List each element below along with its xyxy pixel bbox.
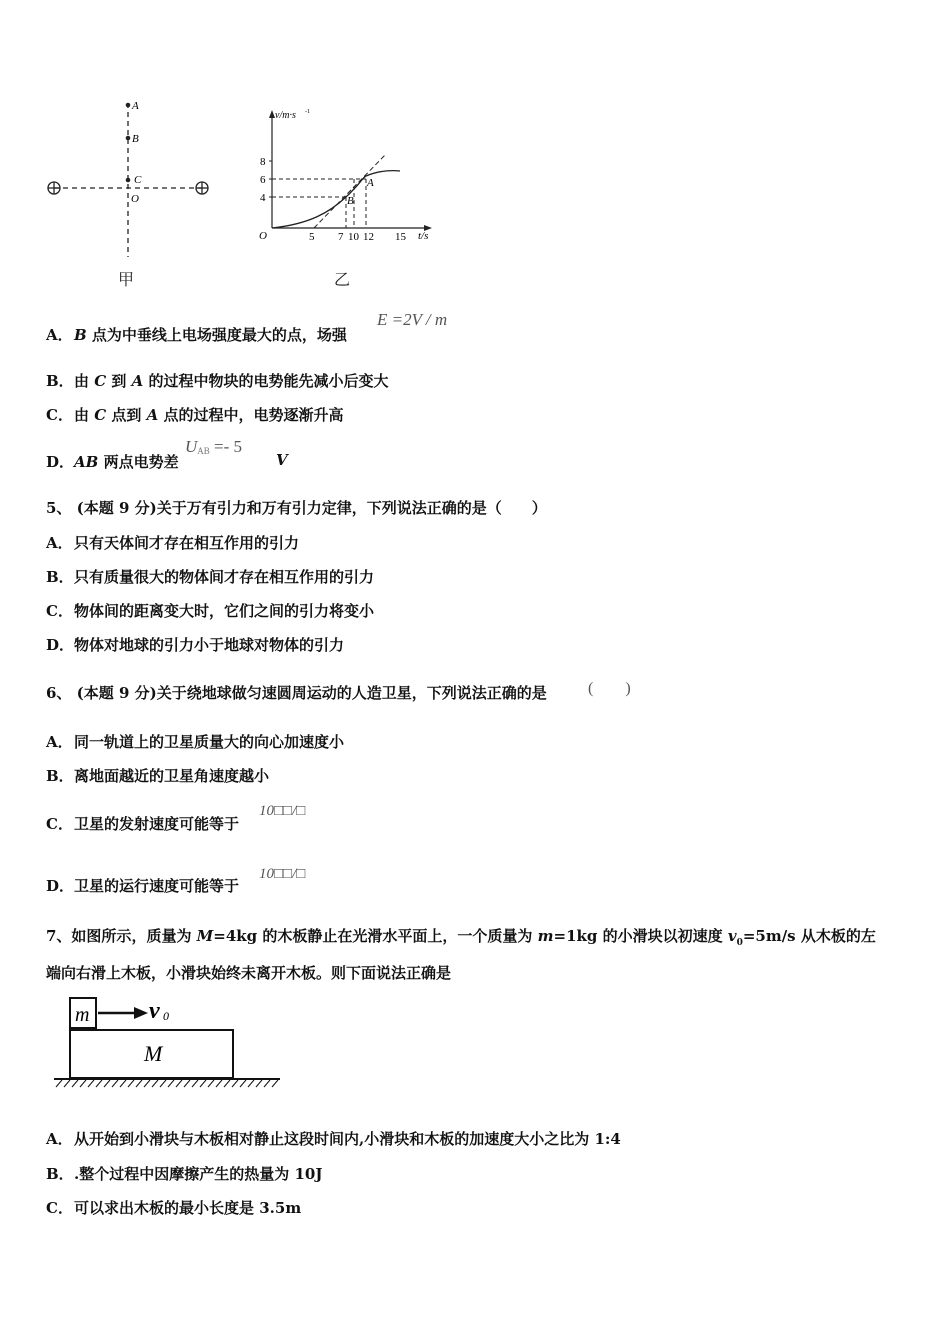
q5-option-c: C．物体间的距离变大时，它们之间的引力将变小 [46,602,375,620]
q7-option-a: A．从开始到小滑块与木板相对静止这段时间内,小滑块和木板的加速度大小之比为 1:4 [46,1130,621,1148]
caption-jia: 甲 [118,270,135,289]
velocity-sub: 0 [163,1009,169,1023]
label-o: O [131,193,139,205]
q6-stem: 6、 (本题 9 分)关于绕地球做匀速圆周运动的人造卫星，下列说法正确的是 [46,684,547,702]
q6-d-formula: 10□□/□ [259,866,306,882]
q6-c-formula: 10□□/□ [259,803,306,819]
y-axis-label: v/m·s [275,110,296,121]
q4-d-formula: $U_{AB} =- 5$ [185,437,243,456]
q5-option-a: A．只有天体间才存在相互作用的引力 [46,534,300,552]
q4-option-d: D．AB 两点电势差 [46,453,179,471]
large-board-label: M [144,1041,163,1066]
q6-option-c: C．卫星的发射速度可能等于 [46,815,240,833]
q6-option-d: D．卫星的运行速度可能等于 [46,877,240,895]
velocity-arrow-icon [134,1007,148,1019]
y-tick-6: 6 [260,174,266,186]
q4-option-a: A．B 点为中垂线上电场强度最大的点，场强 [46,326,347,344]
q4-d-unit: V [276,451,288,469]
q7-stem-line1: 7、如图所示，质量为 M=4kg 的木板静止在光滑水平面上，一个质量为 m=1kg 的小滑块以初速度 $v_0=5m/s$ 从木板的左 [46,927,876,948]
label-c: C [134,174,142,186]
small-block-label: m [75,1004,90,1026]
point-b-label: B [347,195,354,207]
point-b-dot [126,136,131,141]
y-tick-8: 8 [260,156,266,168]
figure-block [50,992,290,1092]
q6-option-a: A．同一轨道上的卫星质量大的向心加速度小 [46,733,345,751]
q5-stem: 5、 (本题 9 分)关于万有引力和万有引力定律，下列说法正确的是（ ） [46,499,547,517]
figure-yi [250,100,440,250]
q4-option-c: C．由 C 点到 A 点的过程中，电势逐渐升高 [46,406,344,424]
x-tick-7: 7 [338,231,344,243]
y-tick-4: 4 [260,192,266,204]
q7-option-b: B．.整个过程中因摩擦产生的热量为 10J [46,1165,323,1183]
label-a: A [132,100,139,112]
point-c-dot [126,178,131,183]
q7-stem-line2: 端向右滑上木板，小滑块始终未离开木板。则下面说法正确是 [46,964,452,982]
q5-option-d: D．物体对地球的引力小于地球对物体的引力 [46,636,345,654]
label-b: B [132,133,139,145]
point-a-label: A [367,177,374,189]
y-axis-sup: -1 [305,109,310,115]
figure-jia [40,95,220,265]
q4-a-formula: E =2V / m [377,310,448,329]
q7-option-c: C．可以求出木板的最小长度是 3.5m [46,1199,302,1217]
caption-yi: 乙 [334,270,351,289]
q6-option-b: B．离地面越近的卫星角速度越小 [46,767,270,785]
x-tick-15: 15 [395,231,406,243]
q4-option-b: B．由 C 到 A 的过程中物块的电势能先减小后变大 [46,372,389,390]
velocity-label: v [149,998,160,1024]
q6-bracket: ( ) [588,680,631,697]
x-tick-12: 12 [363,231,374,243]
x-axis-label: t/s [418,230,429,242]
x-tick-5: 5 [309,231,315,243]
origin-label: O [259,230,267,242]
x-tick-10: 10 [348,231,359,243]
point-a-dot [126,103,131,108]
q5-option-b: B．只有质量很大的物体间才存在相互作用的引力 [46,568,375,586]
